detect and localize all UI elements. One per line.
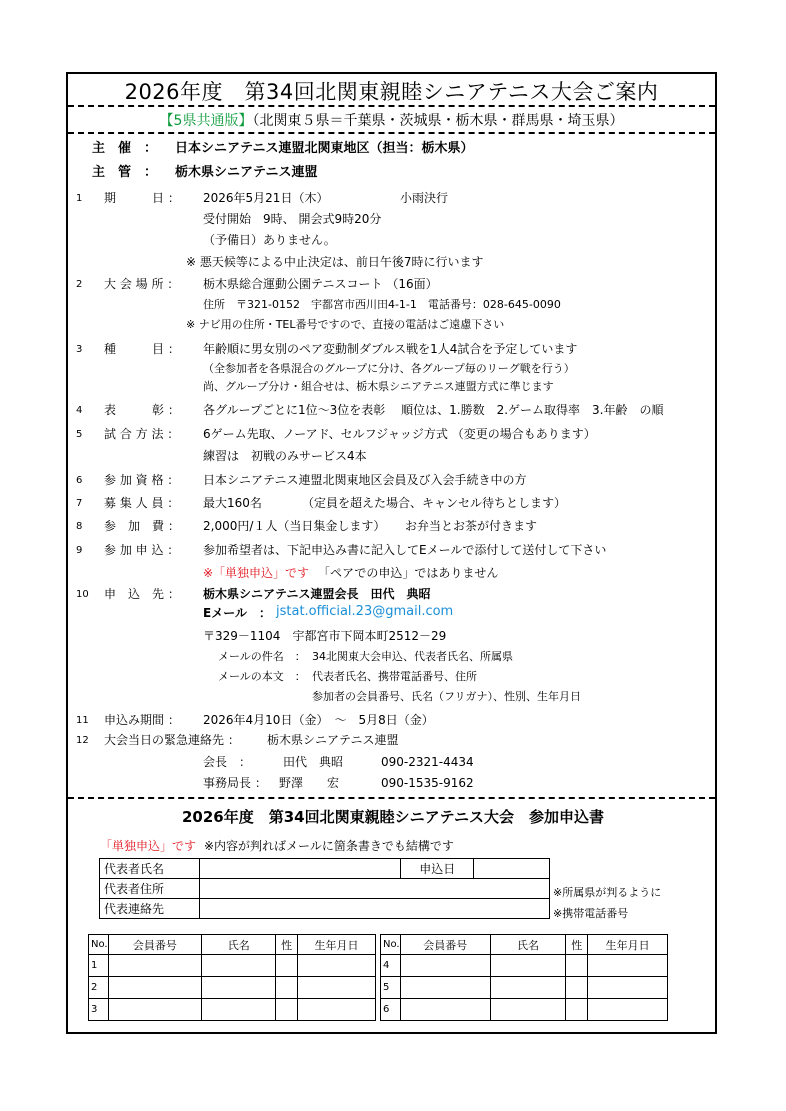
birthdate-field[interactable] — [297, 977, 375, 999]
contact-tel: 090-2321-4434 — [381, 755, 474, 769]
venue-address: 住所 〒321-0152 宇都宮市西川田4-1-1 電話番号：028-645-0090 — [203, 298, 561, 311]
item-number: 9 — [76, 545, 83, 556]
table-row — [381, 977, 668, 999]
item-label: 期 日 ： — [104, 191, 180, 205]
form-title: 2026年度 第34回北関東親睦シニアテニス大会 参加申込書 — [181, 808, 605, 826]
item-label: 参 加 資 格 ： — [104, 473, 180, 487]
item-label: 種 目 ： — [104, 342, 180, 356]
practice-note: 練習は 初戦のみサービス4本 — [203, 449, 367, 463]
name-field[interactable] — [490, 999, 566, 1021]
col-member-number: 会員番号 — [400, 935, 490, 955]
eligibility-value: 日本シニアテニス連盟北関東地区会員及び入会手続き中の方 — [203, 473, 527, 487]
name-field[interactable] — [490, 977, 566, 999]
venue-value: 栃木県総合運動公園テニスコート （16面） — [203, 277, 438, 291]
match-format: 6ゲーム先取、ノーアド、セルフジャッジ方式 （変更の場合もあります） — [203, 427, 596, 441]
form-single-note: 「単独申込」です — [100, 839, 197, 853]
members-table-right — [380, 934, 668, 1021]
member-number-field[interactable] — [400, 977, 490, 999]
item-label: 大会当日の緊急連絡先 ： — [104, 733, 240, 747]
page-title: 2026年度 第34回北関東親睦シニアテニス大会ご案内 — [124, 80, 659, 104]
sex-field[interactable] — [276, 999, 298, 1021]
sex-field[interactable] — [566, 999, 588, 1021]
name-field[interactable] — [490, 955, 566, 977]
period-value: 2026年4月10日（金） ～ 5月8日（金） — [203, 713, 434, 727]
row-number: 5 — [381, 977, 401, 999]
event-rule: 尚、グループ分け・組合せは、栃木県シニアテニス連盟方式に準じます — [203, 380, 554, 393]
col-name: 氏名 — [490, 935, 566, 955]
row-number: 3 — [89, 999, 109, 1021]
mail-body-value: 代表者氏名、携帯電話番号、住所 — [312, 670, 477, 683]
side-note-prefecture: ※所属県が判るように — [553, 886, 662, 899]
item-label: 申込み期間 ： — [104, 713, 180, 727]
recipient-value: 栃木県シニアテニス連盟会長 田代 典昭 — [203, 587, 431, 601]
members-table-left — [88, 934, 376, 1021]
sex-field[interactable] — [276, 955, 298, 977]
member-number-field[interactable] — [400, 999, 490, 1021]
weather-note: ※ 悪天候等による中止決定は、前日午後7時に行います — [186, 255, 484, 269]
form-note: ※内容が判ればメールに箇条書きでも結構です — [204, 839, 454, 853]
sex-field[interactable] — [566, 977, 588, 999]
member-number-field[interactable] — [400, 955, 490, 977]
capacity-value: 最大160名 — [203, 496, 262, 510]
reception-time: 受付開始 9時、 開会式9時20分 — [203, 212, 382, 226]
col-no: No. — [381, 935, 401, 955]
manager-label: 主 管 ： — [92, 165, 158, 180]
mail-subject-label: メールの件名 ： — [218, 650, 306, 663]
table-row — [381, 955, 668, 977]
item-label: 参 加 費 ： — [104, 519, 180, 533]
host-value: 日本シニアテニス連盟北関東地区（担当：栃木県） — [175, 141, 474, 156]
item-number: 3 — [76, 344, 83, 355]
event-value: 年齢順に男女別のペア変動制ダブルス戦を1人4試合を予定しています — [203, 342, 578, 356]
sex-field[interactable] — [276, 977, 298, 999]
apply-date-field[interactable] — [474, 859, 550, 879]
rep-contact-field[interactable] — [199, 899, 549, 919]
navi-note: ※ ナビ用の住所・TEL番号ですので、直接の電話はご遠慮下さい — [186, 318, 505, 331]
col-sex: 性 — [276, 935, 298, 955]
col-name: 氏名 — [202, 935, 276, 955]
item-number: 7 — [76, 498, 83, 509]
manager-value: 栃木県シニアテニス連盟 — [175, 165, 318, 180]
item-number: 1 — [76, 193, 83, 204]
date-value: 2026年5月21日（木） — [203, 191, 329, 205]
row-number: 4 — [381, 955, 401, 977]
divider — [68, 132, 715, 134]
capacity-note: （定員を超えた場合、キャンセル待ちとします） — [302, 496, 567, 510]
contact-role: 事務局長 ： — [203, 776, 267, 790]
item-number: 8 — [76, 521, 83, 532]
item-label: 申 込 先 ： — [104, 587, 180, 601]
award-value: 各グループごとに1位～3位を表彰 順位は、1.勝数 2.ゲーム取得率 3.年齢 の順 — [203, 403, 664, 417]
member-number-field[interactable] — [108, 955, 202, 977]
contact-role: 会長 ： — [203, 755, 252, 769]
host-label: 主 催 ： — [92, 141, 158, 156]
emergency-contact-value: 栃木県シニアテニス連盟 — [267, 733, 399, 747]
row-number: 2 — [89, 977, 109, 999]
subtitle-tag: 【5県共通版】 — [159, 113, 253, 129]
application-value: 参加希望者は、下記申込み書に記入してEメールで添付して送付して下さい — [203, 543, 607, 557]
item-label: 表 彰 ： — [104, 403, 180, 417]
rep-address-label: 代表者住所 — [100, 879, 200, 899]
reserve-day: （予備日）ありません。 — [203, 233, 336, 247]
fee-value: 2,000円/１人（当日集金します） — [203, 519, 386, 533]
rain-note: 小雨決行 — [400, 191, 449, 205]
rep-address-field[interactable] — [199, 879, 549, 899]
email-link[interactable]: jstat.official.23@gmail.com — [276, 604, 454, 619]
contact-name: 野澤 宏 — [279, 776, 340, 790]
item-number: 6 — [76, 475, 83, 486]
col-birthdate: 生年月日 — [297, 935, 375, 955]
lunch-note: お弁当とお茶が付きます — [405, 519, 538, 533]
postal-address: 〒329－1104 宇都宮市下岡本町2512－29 — [203, 629, 447, 643]
name-field[interactable] — [202, 999, 276, 1021]
rep-name-label: 代表者氏名 — [100, 859, 200, 879]
event-detail: （全参加者を各県混合のグループに分け、各グループ毎のリーグ戦を行う） — [203, 362, 575, 375]
row-number: 1 — [89, 955, 109, 977]
item-number: 12 — [76, 735, 89, 746]
member-number-field[interactable] — [108, 977, 202, 999]
birthdate-field[interactable] — [588, 999, 668, 1021]
contact-name: 田代 典昭 — [283, 755, 344, 769]
col-sex: 性 — [566, 935, 588, 955]
col-member-number: 会員番号 — [108, 935, 202, 955]
not-pair-note: 「ペアでの申込」ではありません — [318, 566, 499, 580]
mail-subject-value: 34北関東大会申込、代表者氏名、所属県 — [312, 650, 513, 663]
item-label: 参 加 申 込 ： — [104, 543, 180, 557]
mail-body-label: メールの本文 ： — [218, 670, 306, 683]
item-number: 4 — [76, 405, 83, 416]
name-field[interactable] — [202, 977, 276, 999]
col-birthdate: 生年月日 — [588, 935, 668, 955]
table-row — [89, 955, 376, 977]
single-application-note: ※「単独申込」です — [203, 566, 310, 580]
item-number: 5 — [76, 429, 83, 440]
subtitle-rest: （北関東５県＝千葉県・茨城県・栃木県・群馬県・埼玉県） — [252, 113, 624, 129]
birthdate-field[interactable] — [297, 999, 375, 1021]
item-label: 募 集 人 員 ： — [104, 496, 180, 510]
subtitle — [68, 110, 715, 130]
rep-name-field[interactable] — [199, 859, 401, 879]
table-row — [89, 977, 376, 999]
rep-contact-label: 代表連絡先 — [100, 899, 200, 919]
table-row — [381, 999, 668, 1021]
birthdate-field[interactable] — [588, 977, 668, 999]
col-no: No. — [89, 935, 109, 955]
contact-tel: 090-1535-9162 — [381, 776, 474, 790]
birthdate-field[interactable] — [588, 955, 668, 977]
section-divider — [68, 797, 715, 799]
item-number: 11 — [76, 715, 89, 726]
sex-field[interactable] — [566, 955, 588, 977]
birthdate-field[interactable] — [297, 955, 375, 977]
table-row — [89, 999, 376, 1021]
name-field[interactable] — [202, 955, 276, 977]
member-number-field[interactable] — [108, 999, 202, 1021]
item-label: 大 会 場 所 ： — [104, 277, 180, 291]
item-number: 2 — [76, 279, 83, 290]
representative-table — [99, 858, 550, 919]
item-number: 10 — [76, 589, 89, 600]
email-label: Eメール ： — [203, 606, 271, 620]
side-note-mobile: ※携帯電話番号 — [553, 907, 629, 920]
mail-body-value-2: 参加者の会員番号、氏名（フリガナ）、性別、生年月日 — [312, 690, 581, 703]
row-number: 6 — [381, 999, 401, 1021]
divider — [68, 105, 715, 107]
apply-date-label: 申込日 — [401, 859, 474, 879]
item-label: 試 合 方 法 ： — [104, 427, 180, 441]
